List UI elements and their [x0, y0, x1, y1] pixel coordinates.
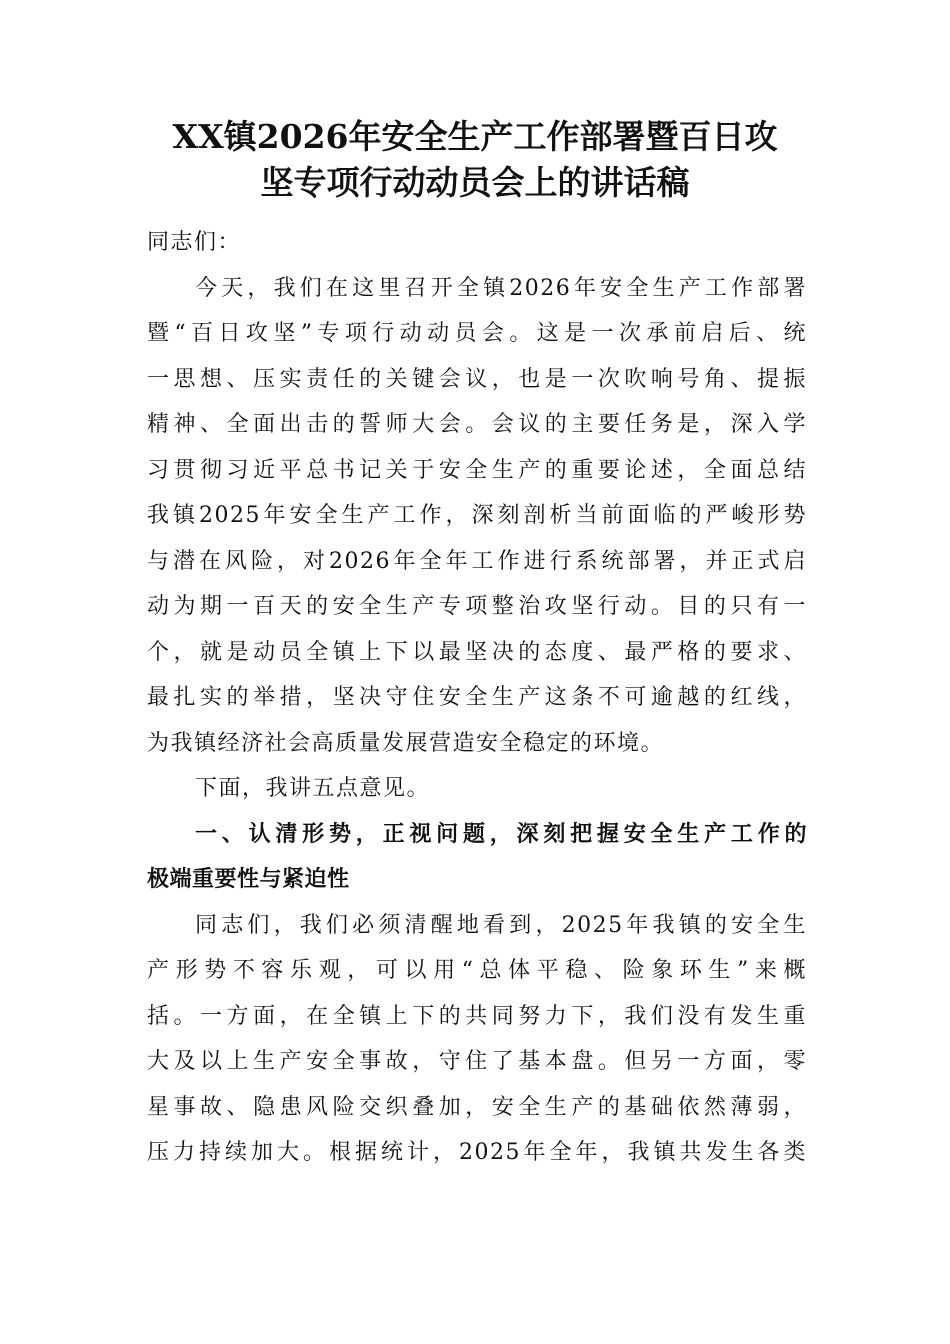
paragraph-line: 括。一方面，在全镇上下的共同努力下，我们没有发生重 [147, 1003, 807, 1029]
heading-line: 一、认清形势，正视问题，深刻把握安全生产工作的 [195, 821, 807, 847]
heading-line: 极端重要性与紧迫性 [147, 867, 350, 892]
paragraph-line: 精神、全面出击的誓师大会。会议的主要任务是，深入学 [147, 412, 807, 437]
document-body [147, 220, 807, 1176]
paragraph-line: 产形势不容乐观，可以用“总体平稳、险象环生”来概 [147, 958, 807, 983]
paragraph-line: 星事故、隐患风险交织叠加，安全生产的基础依然薄弱， [147, 1094, 807, 1120]
paragraph-line: 大及以上生产安全事故，守住了基本盘。但另一方面，零 [147, 1049, 807, 1074]
paragraph-line: 暨“百日攻坚”专项行动动员会。这是一次承前启后、统 [147, 321, 807, 346]
paragraph-line: 同志们，我们必须清醒地看到，2025年我镇的安全生 [195, 912, 807, 938]
section-heading-1 [147, 812, 807, 903]
paragraph-line: 个，就是动员全镇上下以最坚决的态度、最严格的要求、 [147, 639, 807, 665]
paragraph-line: 一思想、压实责任的关键会议，也是一次吹响号角、提振 [147, 366, 807, 392]
paragraph-line: 动为期一百天的安全生产专项整治攻坚行动。目的只有一 [147, 594, 807, 619]
paragraph-line: 今天，我们在这里召开全镇2026年安全生产工作部署 [195, 275, 807, 301]
paragraph-line: 压力持续加大。根据统计，2025年全年，我镇共发生各类 [147, 1140, 807, 1165]
salutation: 同志们： [147, 230, 242, 255]
paragraph-line: 与潜在风险，对2026年全年工作进行系统部署，并正式启 [147, 548, 807, 574]
paragraph-line: 最扎实的举措，坚决守住安全生产这条不可逾越的红线， [147, 685, 807, 710]
paragraph-situation [147, 903, 807, 1176]
paragraph-opening [147, 266, 807, 767]
paragraph-intro-points: 下面，我讲五点意见。 [195, 776, 431, 801]
paragraph-line: 为我镇经济社会高质量发展营造安全稳定的环境。 [147, 730, 665, 756]
document-title-line-1: XX镇2026年安全生产工作部署暨百日攻 [172, 117, 778, 156]
paragraph-line: 习贯彻习近平总书记关于安全生产的重要论述，全面总结 [147, 457, 807, 483]
paragraph-line: 我镇2025年安全生产工作，深刻剖析当前面临的严峻形势 [147, 503, 807, 528]
document-title-line-2: 坚专项行动动员会上的讲话稿 [260, 163, 690, 202]
